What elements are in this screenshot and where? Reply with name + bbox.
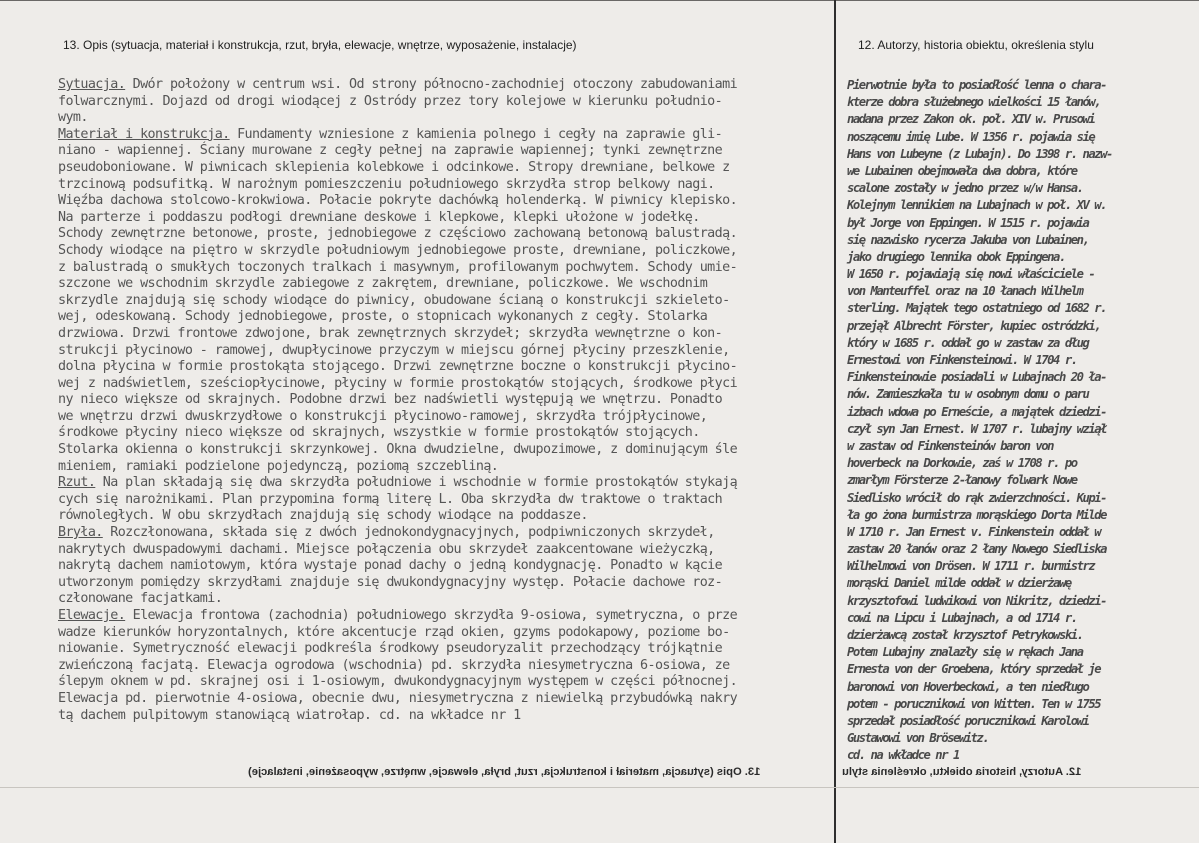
history-line: który w 1685 r. oddał go w zastaw za dług [847, 335, 1089, 350]
section-label: Rzut. [58, 475, 96, 491]
history-line: sprzedał posiadłość porucznikowi Karolowi [847, 713, 1089, 728]
history-line: W 1650 r. pojawiają się nowi właściciele - [847, 267, 1095, 282]
section-text: Rozczłonowana, składa się z dwóch jednokondygnacyjnych, podpiwniczonych skrzydeł, [102, 525, 715, 541]
history-line: nów. Zamieszkała tu w osobnym domu o paru [847, 387, 1089, 402]
history-line: von Manteuffel oraz na 10 łanach Wilhelm [847, 284, 1083, 299]
history-line: Hans von Lubeyne (z Lubajn). Do 1398 r. nazw- [847, 146, 1112, 161]
section-text: Dwór położony w centrum wsi. Od strony północno-zachodniej otoczony zabudowaniami [125, 77, 738, 92]
history-line: potem - porucznikowi von Witten. Ten w 1755 [847, 696, 1101, 711]
text-line: Stolarka okienna o konstrukcji skrzynkowej. Okna dwudzielne, dwupozimowe, z dominującym śle [58, 442, 738, 458]
history-line: krzysztofowi ludwikowi von Nikritz, dziedzi- [847, 593, 1107, 608]
text-line: utworzonym pomiędzy skrzydłami znajduje się dwukondygnacyjny występ. Połacie dachowe roz- [58, 574, 723, 590]
history-line: baronowi von Hoverbeckowi, a ten niedługo [847, 679, 1089, 694]
text-line: nakrytą dachem namiotowym, która wystaje ponad dachy o jedną kondygnację. Ponadto w kącie [58, 558, 723, 574]
history-line: zmarłym Försterze 2-łanowy folwark Nowe [847, 473, 1077, 488]
history-line: kterze dobra służebnego wielkości 15 łanów, [847, 95, 1101, 110]
text-line: cych się narożnikami. Plan przypomina formą literę L. Oba skrzydła dw traktowe o traktach [58, 491, 723, 507]
history-line: noszącemu imię Lube. W 1356 r. pojawia się [847, 129, 1095, 144]
text-line: drzwiowa. Drzwi frontowe zdwojone, brak zewnętrznych skrzydeł; skrzydła wewnętrzne o kon- [58, 325, 723, 341]
text-line [58, 77, 833, 94]
history-line: się nazwisko rycerza Jakuba von Lubainen, [847, 232, 1089, 247]
text-line: wej, odeskowaną. Schody jednobiegowe, proste, o stopnicach wykonanych z cegły. Stolarka [58, 309, 708, 325]
text-line: środkowe płyciny nieco większe od skrajnych, wszystkie w formie prostokątów stojących. [58, 425, 700, 441]
history-line: morąski Daniel milde oddał w dzierżawę [847, 576, 1071, 591]
history-line: zastaw 20 łanów oraz 2 łany Nowego Siedliska [847, 542, 1107, 557]
history-line: był Jorge von Eppingen. W 1515 r. pojawia [847, 215, 1089, 230]
text-line: niano - wapiennej. Ściany murowane z cegły pełnej na zaprawie wapiennej; tynki zewnętrzne [58, 143, 723, 159]
history-line: Siedlisko wrócił do rąk zwierzchności. Kupi- [847, 490, 1107, 505]
text-line: zwieńczoną facjatą. Elewacja ogrodowa (wschodnia) pd. skrzydła niesymetryczna 6-osiowa, ze [58, 657, 730, 673]
history-line: we Lubainen obejmowała dwa dobra, które [847, 163, 1077, 178]
column-divider [834, 0, 836, 843]
text-line: Schody zewnętrzne betonowe, proste, jednobiegowe z częściowo zachowaną betonową balustradą. [58, 226, 738, 242]
section-text: Na plan składają się dwa skrzydła południowe i wschodnie w formie prostokątów stykają [95, 475, 738, 491]
history-line: W 1710 r. Jan Ernest v. Finkenstein oddał w [847, 524, 1101, 539]
history-line: jako drugiego lennika obok Eppingena. [847, 249, 1065, 264]
history-line: Ernestowi von Finkensteinowi. W 1704 r. [847, 353, 1077, 367]
text-line: ny nieco większe od skrajnych. Podobne drzwi bez nadświetli występują we wnętrzu. Ponadto [58, 392, 723, 408]
section-text: Elewacja frontowa (zachodnia) południowego skrzydła 9-osiowa, symetryczna, o prze [125, 608, 738, 623]
text-line [58, 525, 833, 542]
history-line: Kolejnym lennikiem na Lubajnach w poł. XV w. [847, 198, 1107, 213]
text-line: we wnętrzu drzwi dwuskrzydłowe o konstrukcji płycinowo-ramowej, skrzydła trójpłycinowe, [58, 408, 708, 424]
history-line: ła go żona burmistrza morąskiego Dorta Milde [847, 507, 1107, 522]
history-line: Gustawowi von Brösewitz. [847, 731, 989, 746]
text-line: skrzydle znajdują się schody wiodące do piwnicy, obudowane ścianą o konstrukcji szkieleto- [58, 292, 730, 308]
section-label: Elewacje. [58, 608, 126, 623]
mirrored-right-header: 12. Autorzy, historia obiektu, określenia stylu [842, 766, 1082, 778]
text-line: wym. [58, 110, 88, 126]
history-line: Potem Lubajny znalazły się w rękach Jana [847, 645, 1083, 660]
history-line: sterling. Majątek tego ostatniego od 1682 r. [847, 301, 1107, 316]
text-line: wej z nadświetlem, sześciopłycinowe, płyciny w formie prostokątów stojących, środkowe płyci [58, 375, 738, 391]
history-line: cowi na Lipcu i Lubajnach, a od 1714 r. [847, 610, 1077, 625]
text-line: Elewacja pd. pierwotnie 4-osiowa, obecnie dwu, niesymetryczna z niewielką przybudówką nakry [58, 690, 738, 706]
text-line: folwarcznymi. Dojazd od drogi wiodącej z Ostródy przez tory kolejowe w kierunku południo- [58, 93, 723, 109]
text-line: tą dachem pulpitowym stanowiącą wiatrołap. cd. na wkładce nr 1 [58, 707, 521, 723]
right-section-header: 12. Autorzy, historia obiektu, określenia stylu [858, 38, 1094, 52]
text-line [58, 127, 833, 144]
text-line: Więźba dachowa stolcowo-krokwiowa. Połacie pokryte dachówką holenderką. W piwnicy klepisko. [58, 193, 738, 209]
bottom-rule [0, 787, 1199, 788]
text-line [58, 475, 833, 492]
top-border [0, 0, 1199, 1]
text-line: niowanie. Symetryczność elewacji podkreśla środkowy pseudoryzalit przechodzący trójkątnie [58, 641, 723, 657]
mirrored-left-header: 13. Opis (sytuacja, materiał i konstrukcja, rzut, bryła, elewacje, wnętrze, wyposażenie, instalacje) [248, 766, 761, 778]
history-line: przejął Albrecht Förster, kupiec ostródzki, [847, 318, 1101, 333]
section-label: Bryła. [58, 525, 103, 541]
text-line: z balustradą o smukłych toczonych tralkach i masywnym, profilowanym pochwytem. Schody umie- [58, 259, 738, 275]
section-label: Materiał i konstrukcja. [58, 126, 230, 142]
left-section-header: 13. Opis (sytuacja, materiał i konstrukcja, rzut, bryła, elewacje, wnętrze, wyposażenie, instalacje) [63, 38, 577, 52]
text-line: Na parterze i poddaszu podłogi drewniane deskowe i klepkowe, klepki ułożone w jodełkę. [58, 209, 700, 225]
text-line: wadze kierunków horyzontalnych, które akcentucje rząd okien, gzyms podokapowy, poziome bo- [58, 624, 730, 640]
text-line: równoległych. W obu skrzydłach znajdują się schody wiodące na poddasze. [58, 508, 588, 524]
text-line: dolna płycina w formie prostokąta stojącego. Drzwi zewnętrzne boczne o konstrukcji płycino- [58, 359, 738, 375]
text-line: pseudoboniowane. W piwnicach sklepienia kolebkowe i odcinkowe. Stropy drewniane, belkowe z [58, 159, 730, 175]
text-line: mieniem, ramiaki podzielone pojedynczą, poziomą szczebliną. [58, 458, 499, 474]
history-line: Finkensteinowie posiadali w Lubajnach 20 ła- [847, 370, 1107, 385]
text-line: nakrytych dwuspadowymi dachami. Miejsce połączenia obu skrzydeł zaakcentowane wieżyczką, [58, 541, 715, 557]
history-line: scalone zostały w jedno przez w/w Hansa. [847, 181, 1083, 196]
section-label: Sytuacja. [58, 77, 126, 92]
history-line: czył syn Jan Ernest. W 1707 r. lubajny wziął [847, 421, 1107, 436]
history-line: hoverbeck na Dorkowie, zaś w 1708 r. po [847, 456, 1077, 471]
history-line: Pierwotnie była to posiadłość lenna o chara- [847, 78, 1107, 92]
description-text [58, 77, 833, 724]
history-line: Ernesta von der Groebena, który sprzedał je [847, 662, 1101, 677]
history-text [847, 77, 1197, 765]
section-text: Fundamenty wzniesione z kamienia polnego i cegły na zaprawie gli- [229, 126, 723, 142]
history-line: Wilhelmowi von Drösen. W 1711 r. burmistrz [847, 559, 1095, 574]
history-line: w zastaw od Finkensteinów baron von [847, 438, 1054, 453]
history-line: dzierżawcą został krzysztof Petrykowski. [847, 628, 1083, 642]
text-line: szczone we wschodnim skrzydle zabiegowe z zakrętem, drewniane, policzkowe. We wschodnim [58, 276, 708, 292]
text-line: Schody wiodące na piętro w skrzydle południowym jednobiegowe proste, drewniane, policzkowe, [58, 242, 738, 258]
text-line: członowane facjatkami. [58, 591, 223, 607]
text-line: trzcinową podsufitką. W narożnym pomieszczeniu południowego skrzydła strop belkowy nagi. [58, 176, 715, 192]
text-line [58, 608, 833, 625]
history-line: nadana przez Zakon ok. poł. XIV w. Prusowi [847, 112, 1095, 127]
text-line: strukcji płycinowo - ramowej, dwupłycinowe przyczym w miejscu górnej płyciny przeszklenie, [58, 342, 730, 358]
history-line: izbach wdowa po Erneście, a majątek dziedzi- [847, 404, 1107, 419]
history-line: cd. na wkładce nr 1 [847, 748, 959, 763]
text-line: ślepym oknem w pd. skrajnej osi i 1-osiowym, dwukondygnacyjnym występem w części północnej. [58, 674, 738, 690]
